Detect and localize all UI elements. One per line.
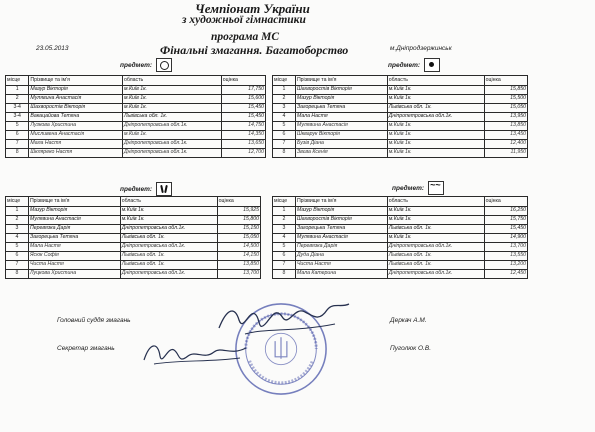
table-header-row xyxy=(273,76,528,86)
region-cell: м.Київ 1к. xyxy=(387,95,484,104)
region-cell: м.Київ 1к. xyxy=(120,216,217,225)
hoop-results-table xyxy=(5,75,266,158)
place-cell: 6 xyxy=(273,252,296,261)
place-cell: 5 xyxy=(273,243,296,252)
region-cell: м.Київ 1к. xyxy=(387,207,484,216)
table-row xyxy=(6,207,261,216)
place-cell: 8 xyxy=(273,149,296,158)
athlete-name-cell: Дуда Діана xyxy=(295,252,387,261)
place-cell: 1 xyxy=(6,86,29,95)
table-row xyxy=(6,270,261,279)
athlete-name-cell: Мала Настя xyxy=(295,113,387,122)
table-header-row xyxy=(273,197,528,207)
region-cell: м.Київ 1к. xyxy=(122,104,221,113)
region-cell: м.Київ 1к. xyxy=(122,86,221,95)
table-row xyxy=(273,131,528,140)
score-cell: 15,800 xyxy=(217,216,260,225)
place-cell: 7 xyxy=(6,261,29,270)
table-row xyxy=(273,113,528,122)
table-row xyxy=(6,261,261,270)
athlete-name-cell: Мулявина Анастасія xyxy=(295,122,387,131)
chief-judge-label: Головний суддя змагань xyxy=(57,317,131,324)
table-row xyxy=(273,225,528,234)
score-cell: 15,450 xyxy=(221,104,265,113)
score-cell: 15,925 xyxy=(217,207,260,216)
clubs-icon xyxy=(156,182,172,196)
ribbon-results-table xyxy=(272,196,528,279)
place-cell: 2 xyxy=(273,95,296,104)
athlete-name-cell: Мулявина Анастасія xyxy=(295,234,387,243)
column-header-region: область xyxy=(387,76,484,86)
secretary-name: Пуголюк О.В. xyxy=(390,345,431,352)
ribbon-icon xyxy=(428,181,444,195)
column-header-name: Прізвище та ім'я xyxy=(295,197,387,207)
region-cell: Дніпропетровська обл.1к. xyxy=(122,149,221,158)
score-cell: 12,450 xyxy=(484,270,527,279)
region-cell: м.Київ 1к. xyxy=(387,149,484,158)
score-cell: 14,500 xyxy=(217,243,260,252)
place-cell: 2 xyxy=(6,95,29,104)
region-cell: Львівська обл. 1к. xyxy=(387,252,484,261)
column-header-name: Прізвище та ім'я xyxy=(29,76,123,86)
ball-icon xyxy=(424,58,440,72)
place-cell: 3 xyxy=(6,225,29,234)
place-cell: 3-4 xyxy=(6,104,29,113)
program-label: програма МС xyxy=(211,31,280,43)
table-row xyxy=(6,86,266,95)
athlete-name-cell: Мазур Вікторія xyxy=(295,95,387,104)
apparatus-label-text: предмет: xyxy=(120,185,153,193)
athlete-name-cell: Загорецька Тетяна xyxy=(295,104,387,113)
table-row xyxy=(273,122,528,131)
place-cell: 4 xyxy=(273,234,296,243)
score-cell: 12,400 xyxy=(484,140,527,149)
place-cell: 6 xyxy=(6,131,29,140)
competition-stage: Фінальні змагання. Багатоборство xyxy=(160,43,349,57)
score-cell: 13,700 xyxy=(484,243,527,252)
clubs-results-table xyxy=(5,196,261,279)
region-cell: Львівська обл. 1к. xyxy=(387,104,484,113)
region-cell: м.Київ 1к. xyxy=(122,131,221,140)
athlete-name-cell: Мулявина Анастасія xyxy=(29,95,123,104)
region-cell: Дніпропетровська обл.1к. xyxy=(387,113,484,122)
score-cell: 14,350 xyxy=(221,131,265,140)
column-header-place: місце xyxy=(273,197,296,207)
score-cell: 14,900 xyxy=(484,234,527,243)
score-cell: 13,450 xyxy=(484,131,527,140)
column-header-region: область xyxy=(387,197,484,207)
table-row xyxy=(273,234,528,243)
athlete-name-cell: Шахворостів Вікторія xyxy=(295,86,387,95)
table-row xyxy=(6,225,261,234)
chief-judge-name: Деркач А.М. xyxy=(390,317,427,324)
table-row xyxy=(6,113,266,122)
score-cell: 15,500 xyxy=(484,95,527,104)
score-cell: 15,150 xyxy=(217,225,260,234)
place-cell: 7 xyxy=(6,140,29,149)
table-row xyxy=(273,252,528,261)
column-header-name: Прізвище та ім'я xyxy=(295,76,387,86)
column-header-score: оцінка xyxy=(221,76,265,86)
apparatus-hoop-label xyxy=(120,58,172,72)
score-cell: 15,600 xyxy=(221,95,265,104)
athlete-name-cell: Звєва Ксенія xyxy=(295,149,387,158)
score-cell: 14,750 xyxy=(221,122,265,131)
athlete-name-cell: Ясюк Софія xyxy=(28,252,120,261)
place-cell: 4 xyxy=(6,234,29,243)
region-cell: м.Київ 1к. xyxy=(387,216,484,225)
score-cell: 15,850 xyxy=(484,86,527,95)
document-title: Чемпіонат України xyxy=(195,1,310,16)
score-cell: 13,650 xyxy=(221,140,265,149)
athlete-name-cell: Мала Настя xyxy=(28,243,120,252)
place-cell: 6 xyxy=(6,252,29,261)
score-cell: 13,550 xyxy=(484,252,527,261)
column-header-place: місце xyxy=(6,76,29,86)
table-row xyxy=(6,234,261,243)
region-cell: м.Київ 1к. xyxy=(122,95,221,104)
region-cell: Львівська обл. 1к. xyxy=(120,261,217,270)
region-cell: м.Київ 1к. xyxy=(120,207,217,216)
score-cell: 13,850 xyxy=(484,122,527,131)
column-header-place: місце xyxy=(273,76,296,86)
region-cell: Дніпропетровська обл.1к. xyxy=(387,270,484,279)
region-cell: м.Київ 1к. xyxy=(387,86,484,95)
apparatus-label-text: предмет: xyxy=(392,184,425,192)
score-cell: 16,250 xyxy=(484,207,527,216)
region-cell: м.Київ 1к. xyxy=(387,122,484,131)
athlete-name-cell: Бузів Діана xyxy=(295,140,387,149)
region-cell: Дніпропетровська обл.1к. xyxy=(122,140,221,149)
score-cell: 15,050 xyxy=(217,234,260,243)
athlete-name-cell: Чиста Настя xyxy=(28,261,120,270)
athlete-name-cell: Мазур Вікторія xyxy=(295,207,387,216)
table-row xyxy=(273,86,528,95)
athlete-name-cell: Лузкова Христина xyxy=(29,122,123,131)
table-row xyxy=(273,95,528,104)
score-cell: 15,750 xyxy=(484,216,527,225)
athlete-name-cell: Шахворостів Вікторія xyxy=(29,104,123,113)
region-cell: Львівська обл. 1к. xyxy=(120,234,217,243)
place-cell: 5 xyxy=(6,243,29,252)
athlete-name-cell: Мулявина Анастасія xyxy=(28,216,120,225)
secretary-signature xyxy=(140,336,250,370)
place-cell: 4 xyxy=(273,113,296,122)
place-cell: 1 xyxy=(6,207,29,216)
athlete-name-cell: Мала Настя xyxy=(29,140,123,149)
score-cell: 11,950 xyxy=(484,149,527,158)
secretary-label: Секретар змагань xyxy=(57,345,115,352)
column-header-score: оцінка xyxy=(484,197,527,207)
region-cell: Дніпропетровська обл.1к. xyxy=(120,243,217,252)
hoop-icon xyxy=(156,58,172,72)
region-cell: Дніпропетровська обл.1к. xyxy=(122,122,221,131)
place-cell: 3 xyxy=(273,104,296,113)
athlete-name-cell: Шкварук Вікторія xyxy=(295,131,387,140)
column-header-score: оцінка xyxy=(484,76,527,86)
place-cell: 5 xyxy=(273,122,296,131)
table-row xyxy=(273,216,528,225)
place-cell: 1 xyxy=(273,207,296,216)
place-cell: 2 xyxy=(273,216,296,225)
place-cell: 6 xyxy=(273,131,296,140)
region-cell: Львівська обл. 1к. xyxy=(120,252,217,261)
table-row xyxy=(273,243,528,252)
athlete-name-cell: Мисливена Анастасія xyxy=(29,131,123,140)
table-row xyxy=(6,149,266,158)
score-cell: 13,200 xyxy=(484,261,527,270)
place-cell: 3-4 xyxy=(6,113,29,122)
column-header-score: оцінка xyxy=(217,197,260,207)
athlete-name-cell: Загорецька Тетяна xyxy=(28,234,120,243)
region-cell: Львівська обл. 1к. xyxy=(387,261,484,270)
apparatus-clubs-label xyxy=(120,182,172,196)
athlete-name-cell: Загорецька Тетяна xyxy=(295,225,387,234)
place-cell: 7 xyxy=(273,140,296,149)
athlete-name-cell: Чиста Настя xyxy=(295,261,387,270)
athlete-name-cell: Перевязка Дарія xyxy=(295,243,387,252)
region-cell: Львівська обл. 1к. xyxy=(122,113,221,122)
table-row xyxy=(273,270,528,279)
competition-date: 23.05.2013 xyxy=(36,45,69,52)
document-subtitle: з художньої гімнастики xyxy=(182,14,306,26)
athlete-name-cell: Мала Катерина xyxy=(295,270,387,279)
region-cell: Дніпропетровська обл.1к. xyxy=(387,243,484,252)
place-cell: 7 xyxy=(273,261,296,270)
athlete-name-cell: Мазур Вікторія xyxy=(28,207,120,216)
table-row xyxy=(6,140,266,149)
column-header-place: місце xyxy=(6,197,29,207)
table-row xyxy=(273,207,528,216)
table-row xyxy=(6,104,266,113)
score-cell: 15,050 xyxy=(484,104,527,113)
score-cell: 15,450 xyxy=(221,113,265,122)
region-cell: Дніпропетровська обл.1к. xyxy=(120,270,217,279)
athlete-name-cell: Мазур Вікторія xyxy=(29,86,123,95)
place-cell: 1 xyxy=(273,86,296,95)
apparatus-ribbon-label xyxy=(392,181,444,195)
score-cell: 17,750 xyxy=(221,86,265,95)
region-cell: м.Київ 1к. xyxy=(387,140,484,149)
score-cell: 15,450 xyxy=(484,225,527,234)
place-cell: 8 xyxy=(6,270,29,279)
column-header-region: область xyxy=(122,76,221,86)
table-row xyxy=(273,149,528,158)
apparatus-label-text: предмет: xyxy=(388,61,421,69)
table-row xyxy=(273,104,528,113)
athlete-name-cell: Шахворостів Вікторія xyxy=(295,216,387,225)
region-cell: Львівська обл. 1к. xyxy=(387,225,484,234)
apparatus-ball-label xyxy=(388,58,440,72)
place-cell: 8 xyxy=(6,149,29,158)
athlete-name-cell: Шкляреко Настя xyxy=(29,149,123,158)
score-cell: 12,700 xyxy=(221,149,265,158)
column-header-region: область xyxy=(120,197,217,207)
score-cell: 13,700 xyxy=(217,270,260,279)
region-cell: м.Київ 1к. xyxy=(387,131,484,140)
athlete-name-cell: Луцкова Христина xyxy=(28,270,120,279)
column-header-name: Прізвище та ім'я xyxy=(28,197,120,207)
place-cell: 5 xyxy=(6,122,29,131)
table-row xyxy=(6,131,266,140)
athlete-name-cell: Вакацайова Тетяна xyxy=(29,113,123,122)
table-header-row xyxy=(6,197,261,207)
competition-city: м.Дніпродзержинськ xyxy=(390,45,452,52)
table-row xyxy=(6,216,261,225)
ball-results-table xyxy=(272,75,528,158)
athlete-name-cell: Перевязка Дарія xyxy=(28,225,120,234)
table-row xyxy=(6,122,266,131)
score-cell: 14,150 xyxy=(217,252,260,261)
apparatus-label-text: предмет: xyxy=(120,61,153,69)
table-row xyxy=(6,252,261,261)
table-row xyxy=(6,95,266,104)
region-cell: Дніпропетровська обл.1к. xyxy=(120,225,217,234)
score-cell: 13,950 xyxy=(484,113,527,122)
table-header-row xyxy=(6,76,266,86)
table-row xyxy=(273,140,528,149)
score-cell: 13,850 xyxy=(217,261,260,270)
table-row xyxy=(273,261,528,270)
place-cell: 3 xyxy=(273,225,296,234)
place-cell: 2 xyxy=(6,216,29,225)
place-cell: 8 xyxy=(273,270,296,279)
table-row xyxy=(6,243,261,252)
region-cell: м.Київ 1к. xyxy=(387,234,484,243)
